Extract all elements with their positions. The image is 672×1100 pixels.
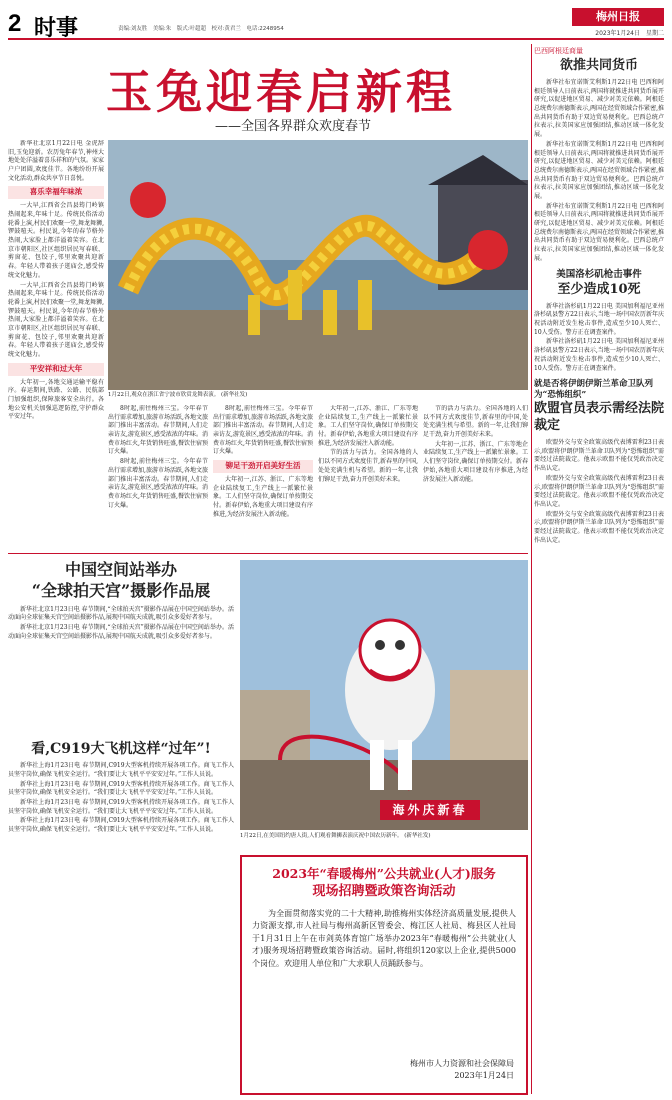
right-body-1b: 新华社布宜诺斯艾利斯1月22日电 巴西和阿根廷领导人日前表示,两国将就推进共同货币展开研究,以促进地区贸易、减少对美元依赖。阿根廷总统费尔南德斯表示,两国在经贸领域合作紧密,推出共同货币有助于双边贸易便利化。巴西总统卢拉表示,拉美国家应加强团结,推动区域一体化发展。: [534, 140, 664, 200]
space-body: 新华社北京1月23日电 春节期间,“全球拍天宫”摄影作品展在中国空间站举办。活动面向全球征集天宫空间站摄影作品,展现中国航天成就,吸引众多爱好者参与。: [8, 605, 234, 622]
section-name: 时事: [34, 16, 79, 41]
date: 2023年1月24日: [595, 30, 640, 37]
right-body-3c: 欧盟外交与安全政策高级代表博雷利23日表示,欧盟将伊朗伊斯兰革命卫队列为“恐怖组织”需要经过法院裁定。他表示欧盟不能仅凭政治决定作出认定。: [534, 510, 664, 544]
c919-article: [8, 740, 234, 1095]
lead-body-3c: 8时起,前往梅州三宝。今年春节出行需求增加,旅游市场活跃,各地文旅部门推出丰富活动。春节期间,人们走亲访友,游览景区,感受浓浓的年味。消费市场红火,年货销售旺盛,餐饮住宿预订火爆。: [213, 405, 313, 456]
dragon-photo-caption: [108, 392, 528, 400]
job-title-1: 2023年“春暖梅州”公共就业(人才)服务: [272, 866, 496, 881]
job-signature: 梅州市人力资源和社会保障局: [410, 1058, 514, 1068]
job-fair-notice: [240, 855, 528, 1095]
lead-body-3: 8时起,前往梅州三宝。今年春节出行需求增加,旅游市场活跃,各地文旅部门推出丰富活动。春节期间,人们走亲访友,游览景区,感受浓浓的年味。消费市场红火,年货销售旺盛,餐饮住宿预订火爆。: [108, 405, 208, 456]
lead-column-4: [318, 405, 418, 550]
c919-body-4: 新华社上海1月23日电 春节期间,C919大型客机持续开展各项工作。商飞工作人员坚守岗位,确保飞机安全运行。“我们要让大飞机平平安安过年。”工作人员说。: [8, 817, 234, 833]
right-body-3b: 欧盟外交与安全政策高级代表博雷利23日表示,欧盟将伊朗伊斯兰革命卫队列为“恐怖组织”需要经过法院裁定。他表示欧盟不能仅凭政治决定作出认定。: [534, 474, 664, 508]
subheading-joy: 喜乐幸福年味浓: [8, 186, 104, 199]
right-body-3: 欧盟外交与安全政策高级代表博雷利23日表示,欧盟将伊朗伊斯兰革命卫队列为“恐怖组织”需要经过法院裁定。他表示欧盟不能仅凭政治决定作出认定。: [534, 439, 664, 473]
lion-dance-photo: [240, 560, 528, 830]
c919-title: 看,C919大飞机这样“过年”!: [31, 741, 211, 757]
right-body-1: 新华社布宜诺斯艾利斯1月22日电 巴西和阿根廷领导人日前表示,两国将就推进共同货币展开研究,以促进地区贸易、减少对美元依赖。阿根廷总统费尔南德斯表示,两国在经贸领域合作紧密,推出共同货币有助于双边贸易便利化。巴西总统卢拉表示,拉美国家应加强团结,推动区域一体化发展。: [534, 79, 664, 139]
space-body-2: 新华社北京1月23日电 春节期间,“全球拍天宫”摄影作品展在中国空间站举办。活动面向全球征集天宫空间站摄影作品,展现中国航天成就,吸引众多爱好者参与。: [8, 623, 234, 640]
c919-body-2: 新华社上海1月23日电 春节期间,C919大型客机持续开展各项工作。商飞工作人员坚守岗位,确保飞机安全运行。“我们要让大飞机平平安安过年。”工作人员说。: [8, 780, 234, 797]
lion-caption-credit: (新华社发): [404, 833, 431, 839]
lead-body-2: 大年初一,各地交通运输平稳有序。春运期间,铁路、公路、民航部门加强组织,保障旅客安全出行。各地公安机关加强巡逻防控,守护群众平安过年。: [8, 378, 104, 421]
right-body-2: 新华社洛杉矶1月22日电 美国加利福尼亚州洛杉矶县警方22日表示,当地一场中国农历新年庆祝活动附近发生枪击事件,造成至少10人死亡、10人受伤。警方正在调查案件。: [534, 302, 664, 336]
job-date: 2023年1月24日: [454, 1070, 514, 1080]
c919-body-3: 新华社上海1月23日电 春节期间,C919大型客机持续开展各项工作。商飞工作人员坚守岗位,确保飞机安全运行。“我们要让大飞机平平安安过年。”工作人员说。: [8, 798, 234, 815]
job-body: 为全面贯彻落实党的二十大精神,助推梅州实体经济高质量发展,提供人力资源支撑,市人社局与梅州高新区管委会、梅江区人社局、梅县区人社局于1月31日上午在市剑英体育馆广场举办2023年“春暖梅州”公共就业(人才)服务现场招聘暨政策咨询活动。届时,将组织120家以上企业,提供5000个岗位。欢迎用人单位和广大求职人员踊跃参与。: [252, 908, 516, 968]
right-title-4: 就是否将伊朗伊斯兰革命卫队列为“恐怖组织”: [534, 379, 654, 401]
divider: [8, 553, 528, 554]
column-rule: [531, 44, 532, 1094]
lead-body-3b: 8时起,前往梅州三宝。今年春节出行需求增加,旅游市场活跃,各地文旅部门推出丰富活动。春节期间,人们走亲访友,游览景区,感受浓浓的年味。消费市场红火,年货销售旺盛,餐饮住宿预订火爆。: [108, 458, 208, 509]
newspaper-logo: 梅州日报: [572, 8, 664, 26]
job-title-2: 现场招聘暨政策咨询活动: [312, 884, 456, 900]
space-title-1: 中国空间站举办: [64, 560, 177, 579]
space-title-2: “全球拍天宫”摄影作品展: [31, 580, 211, 600]
lead-column-3: [213, 405, 313, 550]
caption-text: 1月22日,观众在浙江省宁波市欣赏龙舞表演。: [108, 392, 220, 398]
lead-column-1: [8, 140, 104, 550]
masthead: [8, 6, 664, 40]
subheading-peace: 平安祥和过大年: [8, 363, 104, 376]
job-body-wrap: [242, 908, 526, 1058]
lead-subtitle: ——全国各界群众欢度春节: [215, 119, 372, 134]
subheading-vigor: 铆足干劲开启美好生活: [213, 460, 313, 473]
lead-body-5b: 节的活力与活力。全国各地的人们以不同方式欢度佳节,新春里的中国,处处充满生机与希望。新的一年,让我们铆足干劲,奋力开创美好未来。: [423, 405, 528, 439]
right-title-3: 至少造成10死: [557, 281, 641, 297]
dateline: [589, 30, 664, 39]
lead-headline: 玉兔迎春启新程: [106, 65, 456, 119]
right-title-2: 美国洛杉矶枪击事件: [556, 269, 642, 281]
right-title-5: 欧盟官员表示需经法院裁定: [534, 401, 664, 434]
c919-body: 新华社上海1月23日电 春节期间,C919大型客机持续开展各项工作。商飞工作人员坚守岗位,确保飞机安全运行。“我们要让大飞机平平安安过年。”工作人员说。: [8, 762, 234, 778]
weekday: 星期二: [645, 30, 664, 37]
lead-body-5: 节的活力与活力。全国各地的人们以不同方式欢度佳节,新春里的中国,处处充满生机与希望。新的一年,让我们铆足干劲,奋力开创美好未来。: [318, 449, 418, 483]
dragon-dance-photo: [108, 140, 528, 390]
lead-body-1: 一大早,江西省会昌县筠门岭镇热闹起来,年味十足。传统民俗活动轮番上演,村民们欢聚一堂,舞龙舞狮,锣鼓喧天。村民说,今年的春节格外热闹,大家脸上都洋溢着笑容。在北京市朝阳区,社区组织居民写春联、剪窗花、包饺子,邻里欢聚共迎新春。年轻人带着孩子逛庙会,感受传统文化魅力。: [8, 202, 104, 279]
overseas-label: 海外庆新春: [380, 800, 480, 820]
lead-body-4b: 大年初一,江苏、浙江、广东等地企业陆续复工,生产线上一派繁忙景象。工人们坚守岗位,确保订单按期交付。新春伊始,各地重大项目建设有序推进,为经济发展注入新动能。: [318, 405, 418, 447]
right-column: [534, 40, 664, 1095]
lead-body-5c: 大年初一,江苏、浙江、广东等地企业陆续复工,生产线上一派繁忙景象。工人们坚守岗位,确保订单按期交付。新春伊始,各地重大项目建设有序推进,为经济发展注入新动能。: [423, 440, 528, 483]
right-title-1: 欲推共同货币: [559, 58, 638, 74]
lead-column-2: [108, 405, 208, 550]
lion-photo-caption: [240, 833, 528, 841]
right-tag: 巴西阿根廷商量: [534, 47, 583, 55]
lead-body-4: 大年初一,江苏、浙江、广东等地企业陆续复工,生产线上一派繁忙景象。工人们坚守岗位,确保订单按期交付。新春伊始,各地重大项目建设有序推进,为经济发展注入新动能。: [213, 476, 313, 518]
caption-credit: (新华社发): [221, 392, 248, 398]
right-body-1c: 新华社布宜诺斯艾利斯1月22日电 巴西和阿根廷领导人日前表示,两国将就推进共同货币展开研究,以促进地区贸易、减少对美元依赖。阿根廷总统费尔南德斯表示,两国在经贸领域合作紧密,推出共同货币有助于双边贸易便利化。巴西总统卢拉表示,拉美国家应加强团结,推动区域一体化发展。: [534, 202, 664, 262]
page-number: 2: [8, 10, 22, 37]
lead-column-5: [423, 405, 528, 550]
space-article: [8, 560, 234, 735]
lead-body-1b: 一大早,江西省会昌县筠门岭镇热闹起来,年味十足。传统民俗活动轮番上演,村民们欢聚一堂,舞龙舞狮,锣鼓喧天。村民说,今年的春节格外热闹,大家脸上都洋溢着笑容。在北京市朝阳区,社区组织居民写春联、剪窗花、包饺子,邻里欢聚共迎新春。年轻人带着孩子逛庙会,感受传统文化魅力。: [8, 281, 104, 358]
lion-caption-text: 1月22日,在美国纽约唐人街,人们观看舞狮表演庆祝中国农历新年。: [240, 833, 403, 839]
staff-line: 责编:刘友胜 美编:朱 版式:叶超超 校对:黄君兰 电话:2248954: [118, 26, 284, 32]
right-body-2b: 新华社洛杉矶1月22日电 美国加利福尼亚州洛杉矶县警方22日表示,当地一场中国农历新年庆祝活动附近发生枪击事件,造成至少10人死亡、10人受伤。警方正在调查案件。: [534, 338, 664, 372]
lead-intro: 新华社北京1月22日电 金虎辞旧,玉兔迎新。农历兔年春节,神州大地处处洋溢着喜乐祥和的气氛。家家户户团圆,欢度佳节。各地纷纷开展文化活动,群众共享节日喜悦。: [8, 140, 104, 182]
